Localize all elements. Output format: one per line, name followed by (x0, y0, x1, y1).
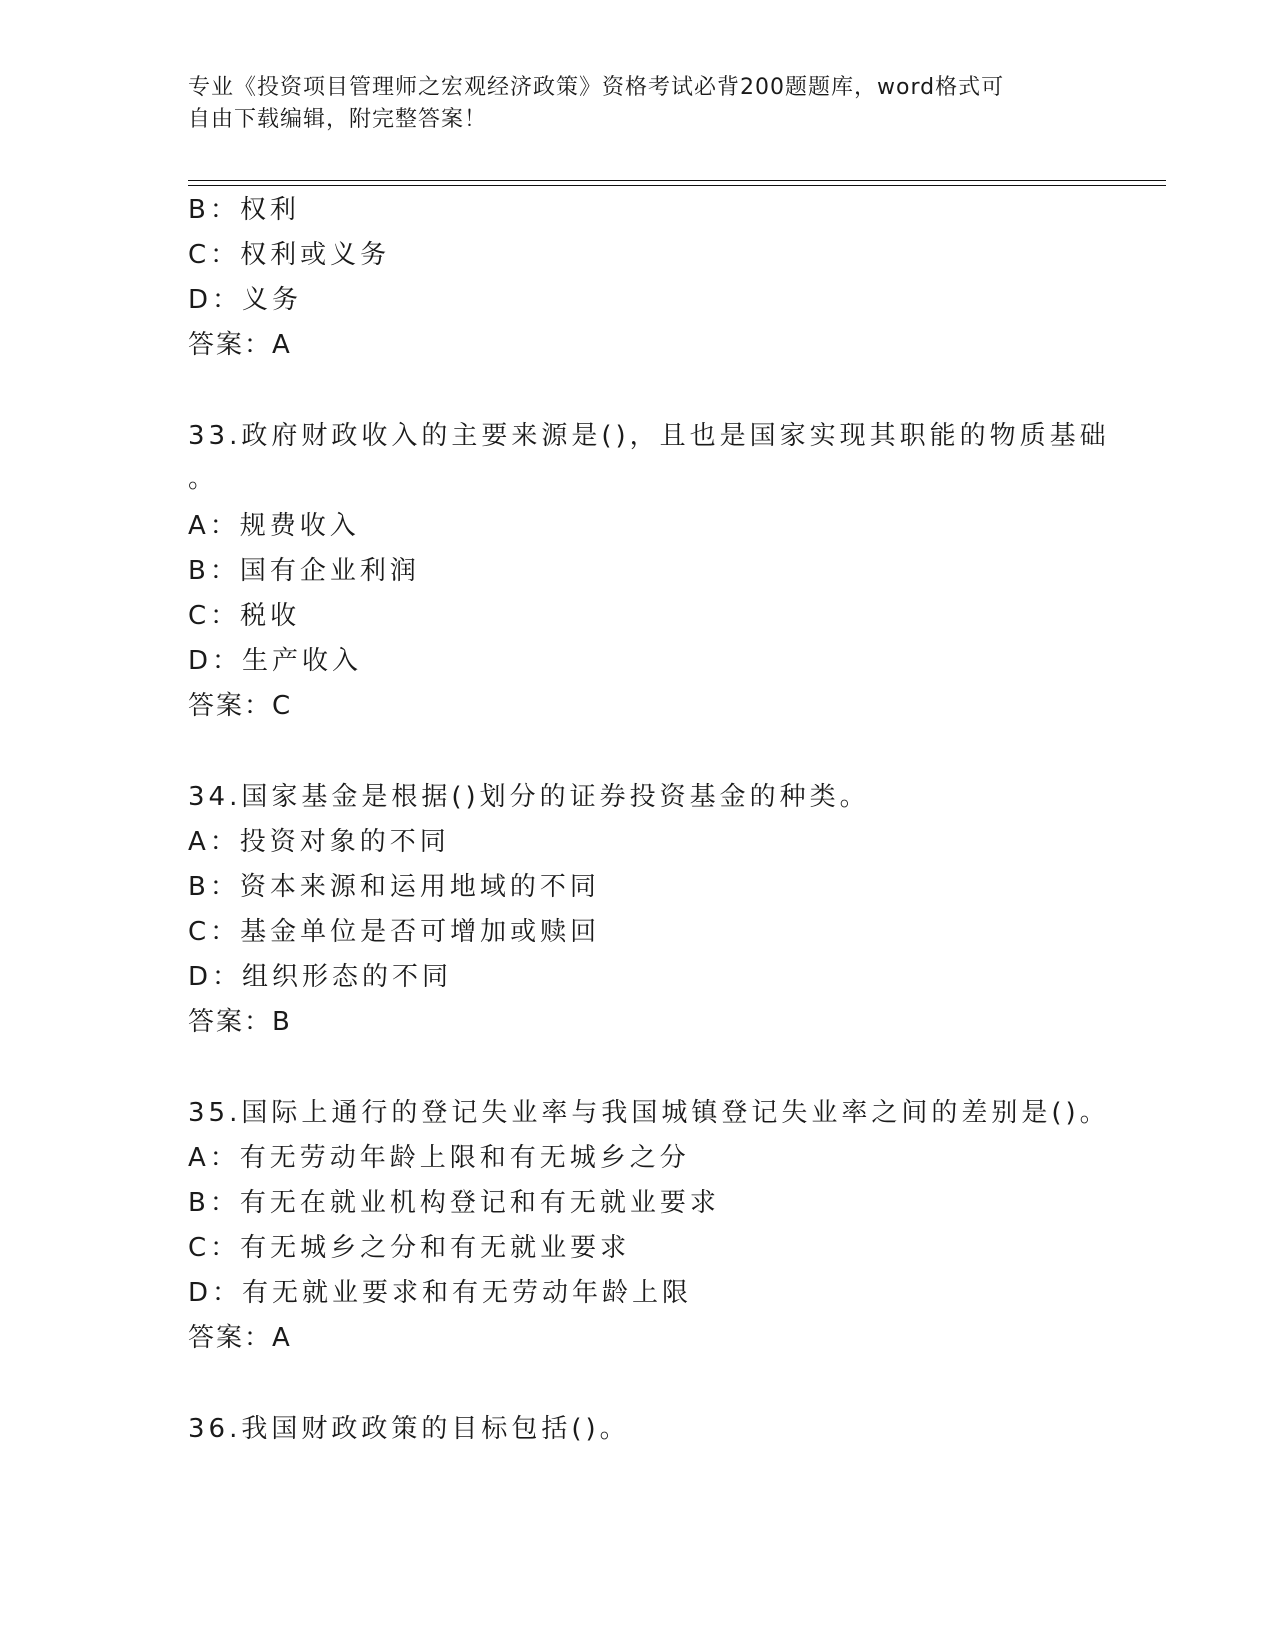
option-a: A：投资对象的不同 (188, 827, 450, 857)
question-stem: 34.国家基金是根据()划分的证券投资基金的种类。 (188, 782, 870, 812)
option-b: B：权利 (188, 195, 300, 225)
option-a: A：有无劳动年龄上限和有无城乡之分 (188, 1143, 690, 1173)
answer: 答案：A (188, 330, 292, 360)
question-stem: 36.我国财政政策的目标包括()。 (188, 1414, 630, 1444)
header-divider-bottom (188, 185, 1166, 186)
option-c: C：税收 (188, 601, 301, 631)
answer: 答案：B (188, 1007, 292, 1037)
option-a: A：规费收入 (188, 511, 360, 541)
option-d: D：组织形态的不同 (188, 962, 453, 992)
option-b: B：有无在就业机构登记和有无就业要求 (188, 1188, 720, 1218)
option-b: B：资本来源和运用地域的不同 (188, 872, 600, 902)
header-line-1: 专业《投资项目管理师之宏观经济政策》资格考试必背200题题库，word格式可 (188, 75, 1005, 100)
option-d: D：有无就业要求和有无劳动年龄上限 (188, 1278, 693, 1308)
header-divider-top (188, 180, 1166, 181)
question-stem: 33.政府财政收入的主要来源是()，且也是国家实现其职能的物质基础 (188, 421, 1110, 451)
document-header (188, 72, 1068, 136)
option-c: C：有无城乡之分和有无就业要求 (188, 1233, 631, 1263)
option-d: D：生产收入 (188, 646, 363, 676)
question-stem: 35.国际上通行的登记失业率与我国城镇登记失业率之间的差别是()。 (188, 1098, 1110, 1128)
question-stem-continued: 。 (188, 464, 219, 494)
answer: 答案：C (188, 691, 293, 721)
option-b: B：国有企业利润 (188, 556, 420, 586)
option-c: C：基金单位是否可增加或赎回 (188, 917, 601, 947)
answer: 答案：A (188, 1323, 292, 1353)
option-d: D：义务 (188, 285, 303, 315)
header-line-2: 自由下载编辑，附完整答案！ (188, 107, 488, 132)
option-c: C：权利或义务 (188, 240, 391, 270)
